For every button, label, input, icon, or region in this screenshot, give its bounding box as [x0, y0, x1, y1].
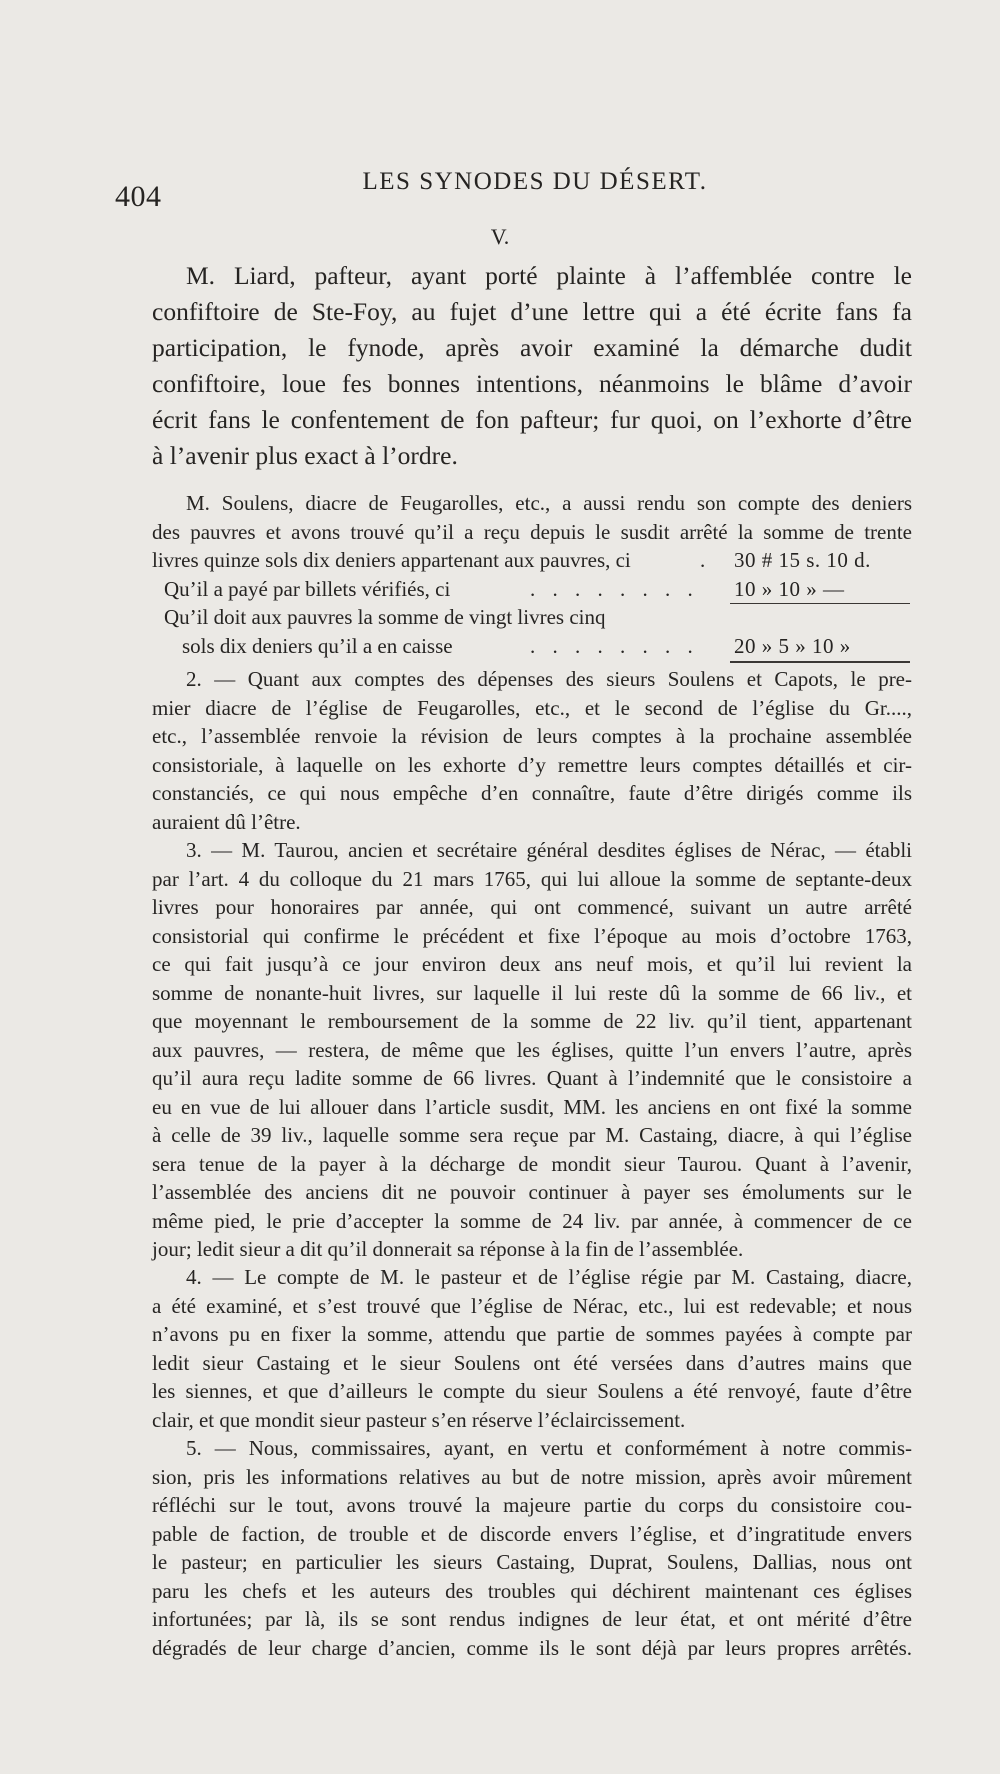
paragraph-5: [152, 1434, 912, 1662]
text-line: clair, et que mondit sieur pasteur s’en réserve l’éclaircissement.: [152, 1407, 686, 1432]
text-line: écrit fans le confentement de fon pafteur; fur quoi, on l’exhorte d’être: [152, 405, 912, 434]
text-line: a été examiné, et s’est trouvé que l’église de Nérac, etc., lui est redevable; et nous: [152, 1293, 912, 1318]
total-rule: [730, 661, 910, 663]
text-line: auraient dû l’être.: [152, 809, 301, 834]
text-line: ledit sieur Castaing et le sieur Soulens ont été versées dans d’autres mains que: [152, 1350, 912, 1375]
account-label: sols dix deniers qu’il a en caisse: [182, 633, 453, 658]
text-line: confiftoire de Ste-Foy, au fujet d’une lettre qui a été écrite fans fa: [152, 297, 912, 326]
account-row: [152, 546, 912, 575]
text-line: somme de nonante-huit livres, sur laquelle il lui reste dû la somme de 66 liv., et: [152, 980, 912, 1005]
text-line: l’assemblée des anciens dit ne pouvoir continuer à payer ses émoluments sur le: [152, 1180, 912, 1204]
account-label: Qu’il a payé par billets vérifiés, ci: [164, 576, 451, 601]
text-line: par l’art. 4 du colloque du 21 mars 1765, qui lui alloue la somme de septante-deux: [152, 866, 912, 891]
text-line: que moyennant le remboursement de la somme de 22 liv. qu’il tient, appartenant: [152, 1009, 912, 1033]
text-line: le pasteur; en particulier les sieurs Castaing, Duprat, Soulens, Dallias, nous ont: [152, 1550, 912, 1574]
text-line: constanciés, ce qui nous empêche d’en connaître, faute d’être dirigés comme ils: [152, 781, 912, 805]
text-line: consistoriale, à laquelle on les exhorte d’y remettre leurs comptes détaillés et cir-: [152, 752, 912, 777]
text-line: aux pauvres, — restera, de même que les églises, quitte l’un envers l’autre, après: [152, 1037, 912, 1062]
account-label: livres quinze sols dix deniers appartenant aux pauvres, ci: [152, 548, 631, 572]
text-line: 3. — M. Taurou, ancien et secrétaire général desdites églises de Nérac, — établi: [186, 838, 912, 862]
account-leader-dots: .: [700, 548, 712, 572]
account-intro: [152, 489, 912, 546]
text-line: livres pour honoraires par année, qui ont commencé, suivant un autre arrêté: [152, 895, 912, 919]
account-row: [152, 603, 912, 632]
account-leader-dots: . . . . . . . .: [530, 633, 699, 658]
account-label: Qu’il doit aux pauvres la somme de vingt livres cinq: [164, 605, 606, 629]
paragraph-4: [152, 1263, 912, 1434]
text-line: paru les chefs et les auteurs des troubles qui déchirent maintenant ces églises: [152, 1578, 912, 1603]
account-amount: 30 # 15 s. 10 d.: [734, 548, 871, 572]
text-line: 4. — Le compte de M. le pasteur et de l’église régie par M. Castaing, diacre,: [186, 1265, 912, 1289]
text-line: jour; ledit sieur a dit qu’il donnerait sa réponse à la fin de l’assemblée.: [152, 1237, 744, 1261]
text-line: participation, le fynode, après avoir examiné la démarche dudit: [152, 333, 912, 362]
account-table: [152, 546, 912, 660]
text-line: mier diacre de l’église de Feugarolles, etc., et le second de l’église du Gr....,: [152, 695, 912, 720]
account-leader-dots: . . . . . . . .: [530, 576, 699, 601]
text-line: à l’avenir plus exact à l’ordre.: [152, 441, 458, 470]
text-line: eu en vue de lui allouer dans l’article susdit, MM. les anciens en ont fixé la somme: [152, 1094, 912, 1119]
account-amount: 10 » 10 » —: [734, 576, 845, 601]
text-line: consistorial qui confirme le précédent et fixe l’époque au mois d’octobre 1763,: [152, 923, 912, 948]
text-line: sera tenue de la payer à la décharge de mondit sieur Taurou. Quant à l’avenir,: [152, 1151, 912, 1176]
text-line: les siennes, et que d’ailleurs le compte du sieur Soulens a été renvoyé, faute d’être: [152, 1379, 912, 1403]
running-title: LES SYNODES DU DÉSERT.: [362, 168, 708, 195]
text-line: même pied, le prie d’accepter la somme de 24 liv. par année, à commencer de ce: [152, 1208, 912, 1233]
text-line: M. Liard, pafteur, ayant porté plainte à l’affemblée contre le: [186, 261, 912, 290]
text-line: M. Soulens, diacre de Feugarolles, etc., a aussi rendu son compte des deniers: [186, 491, 912, 515]
paragraph-2: [152, 665, 912, 836]
text-line: confiftoire, loue fes bonnes intentions, néanmoins le blâme d’avoir: [152, 369, 912, 398]
text-line: pable de faction, de trouble et de discorde envers l’église, et d’ingratitude envers: [152, 1521, 912, 1546]
paragraph-3: [152, 836, 912, 1264]
account-row: [152, 632, 912, 661]
text-line: des pauvres et avons trouvé qu’il a reçu depuis le susdit arrêté la somme de trente: [152, 519, 912, 544]
text-line: réfléchi sur le tout, avons trouvé la majeure partie du corps du consistoire cou-: [152, 1493, 912, 1517]
text-line: 2. — Quant aux comptes des dépenses des sieurs Soulens et Capots, le pre-: [186, 667, 912, 691]
account-amount: 20 » 5 » 10 »: [734, 633, 851, 658]
account-row: [152, 575, 912, 604]
text-line: sion, pris les informations relatives au but de notre mission, après avoir mûrement: [152, 1464, 912, 1489]
text-line: à celle de 39 liv., laquelle somme sera reçue par M. Castaing, diacre, à qui l’église: [152, 1123, 912, 1147]
text-line: etc., l’assemblée renvoie la révision de leurs comptes à la prochaine assemblée: [152, 724, 912, 748]
text-line: ce qui fait jusqu’à ce jour environ deux ans neuf mois, et qu’il lui revient la: [152, 952, 912, 976]
section-title: V.: [490, 224, 510, 249]
text-line: n’avons pu en fixer la somme, attendu que partie de sommes payées à compte par: [152, 1322, 912, 1346]
text-line: dégradés de leur charge d’ancien, comme ils le sont déjà par leurs propres arrêtés.: [152, 1635, 912, 1660]
lead-paragraph: [152, 258, 912, 474]
page-number: 404: [115, 180, 162, 213]
page-header: [115, 166, 925, 213]
text-line: 5. — Nous, commissaires, ayant, en vertu et conformément à notre commis-: [186, 1436, 912, 1460]
text-line: qu’il aura reçu ladite somme de 66 livres. Quant à l’indemnité que le consistoire a: [152, 1066, 912, 1090]
text-line: infortunées; par là, ils se sont rendus indignes de leur état, et ont mérité d’être: [152, 1607, 912, 1631]
